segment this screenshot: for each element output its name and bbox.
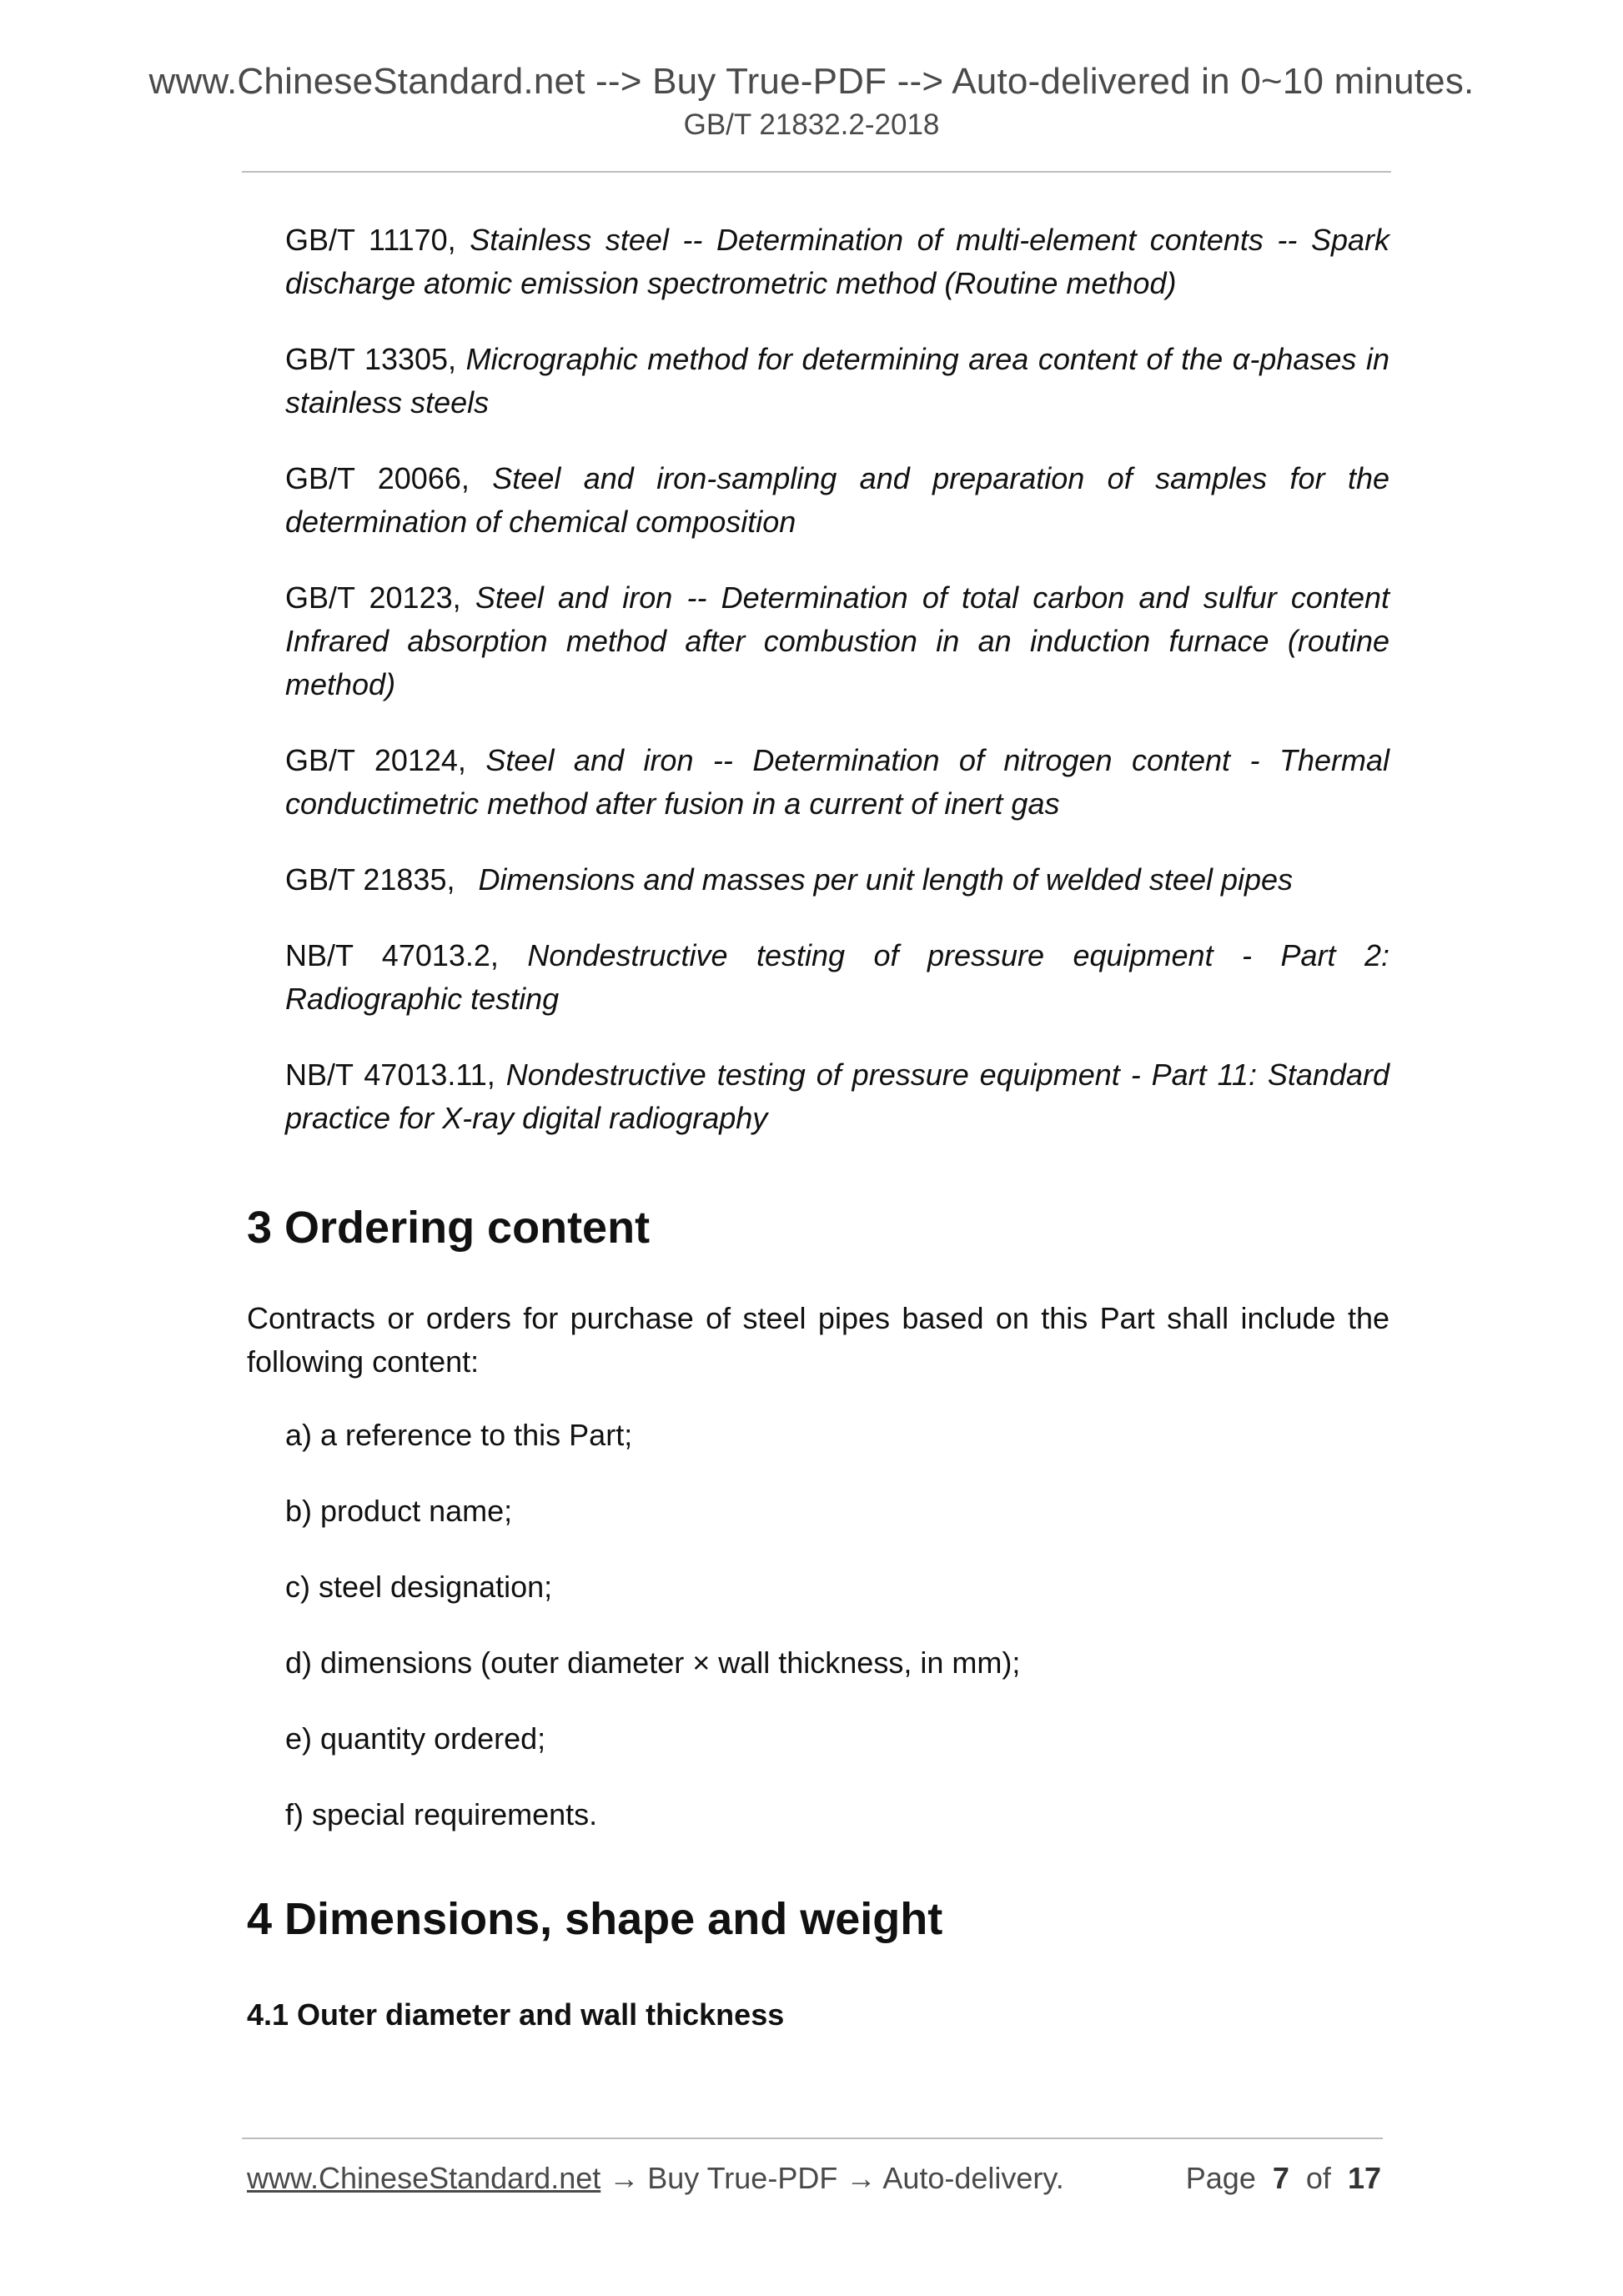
footer-promo-text: → Buy True-PDF → Auto-delivery.: [600, 2161, 1064, 2195]
reference-item: [285, 457, 1389, 544]
reference-title: Micrographic method for determining area content of the α-phases in stainless steels: [285, 342, 1389, 420]
page-number: 7: [1272, 2161, 1289, 2195]
page-total: 17: [1347, 2161, 1381, 2195]
footer-site-link[interactable]: www.ChineseStandard.net: [247, 2161, 601, 2195]
reference-item: [285, 858, 1389, 902]
document-body: [247, 219, 1389, 2037]
reference-title: Stainless steel -- Determination of multi-element contents -- Spark discharge atomic emission spectrometric method (Routine method): [285, 223, 1389, 300]
reference-title: Nondestructive testing of pressure equipment - Part 11: Standard practice for X-ray digital radiography: [285, 1058, 1389, 1135]
reference-title: Dimensions and masses per unit length of welded steel pipes: [478, 862, 1294, 897]
reference-code: GB/T 11170,: [285, 223, 456, 257]
section-heading-dimensions: 4 Dimensions, shape and weight: [247, 1894, 943, 1944]
of-label: of: [1305, 2161, 1331, 2195]
reference-item: [285, 1053, 1389, 1140]
footer-divider: [242, 2138, 1383, 2139]
reference-code: NB/T 47013.2,: [285, 938, 499, 972]
ordering-intro-paragraph: Contracts or orders for purchase of steel pipes based on this Part shall include the following content:: [247, 1301, 1389, 1379]
reference-item: [285, 739, 1389, 826]
ordering-item: b) product name;: [285, 1494, 513, 1528]
footer-promo: [247, 2158, 1064, 2198]
reference-title: Steel and iron-sampling and preparation of samples for the determination of chemical composition: [285, 461, 1390, 539]
reference-title: Steel and iron -- Determination of total carbon and sulfur content Infrared absorption method after combustion in an induction furnace (routine method): [285, 580, 1390, 701]
normative-references-list: [247, 219, 1389, 1140]
reference-item: [285, 338, 1389, 425]
header-divider: [242, 171, 1391, 173]
ordering-item: e) quantity ordered;: [285, 1721, 546, 1756]
reference-code: GB/T 20124,: [285, 743, 466, 777]
reference-item: [285, 576, 1389, 706]
ordering-item: c) steel designation;: [285, 1570, 553, 1604]
ordering-item: f) special requirements.: [285, 1797, 598, 1831]
ordering-items-list: [247, 1414, 1389, 1836]
document-code: GB/T 21832.2-2018: [683, 108, 940, 141]
page-header: [0, 60, 1623, 143]
ordering-item: a) a reference to this Part;: [285, 1418, 633, 1452]
reference-item: [285, 934, 1389, 1021]
reference-code: GB/T 21835,: [285, 862, 455, 897]
section-heading-ordering: 3 Ordering content: [247, 1203, 651, 1253]
ordering-item: d) dimensions (outer diameter × wall thickness, in mm);: [285, 1645, 1021, 1680]
reference-item: [285, 219, 1389, 305]
page-indicator: [1186, 2158, 1381, 2198]
subsection-heading-outer-diameter: 4.1 Outer diameter and wall thickness: [247, 1997, 785, 2032]
header-promo-text: www.ChineseStandard.net --> Buy True-PDF --> Auto-delivered in 0~10 minutes.: [148, 61, 1475, 102]
reference-code: NB/T 47013.11,: [285, 1058, 495, 1092]
page-label: Page: [1185, 2161, 1256, 2195]
reference-title: Nondestructive testing of pressure equipment - Part 2: Radiographic testing: [285, 938, 1389, 1016]
reference-code: GB/T 20066,: [285, 461, 470, 495]
reference-code: GB/T 13305,: [285, 342, 457, 376]
reference-title: Steel and iron -- Determination of nitrogen content - Thermal conductimetric method after fusion in a current of inert gas: [285, 743, 1389, 821]
reference-code: GB/T 20123,: [285, 580, 461, 615]
